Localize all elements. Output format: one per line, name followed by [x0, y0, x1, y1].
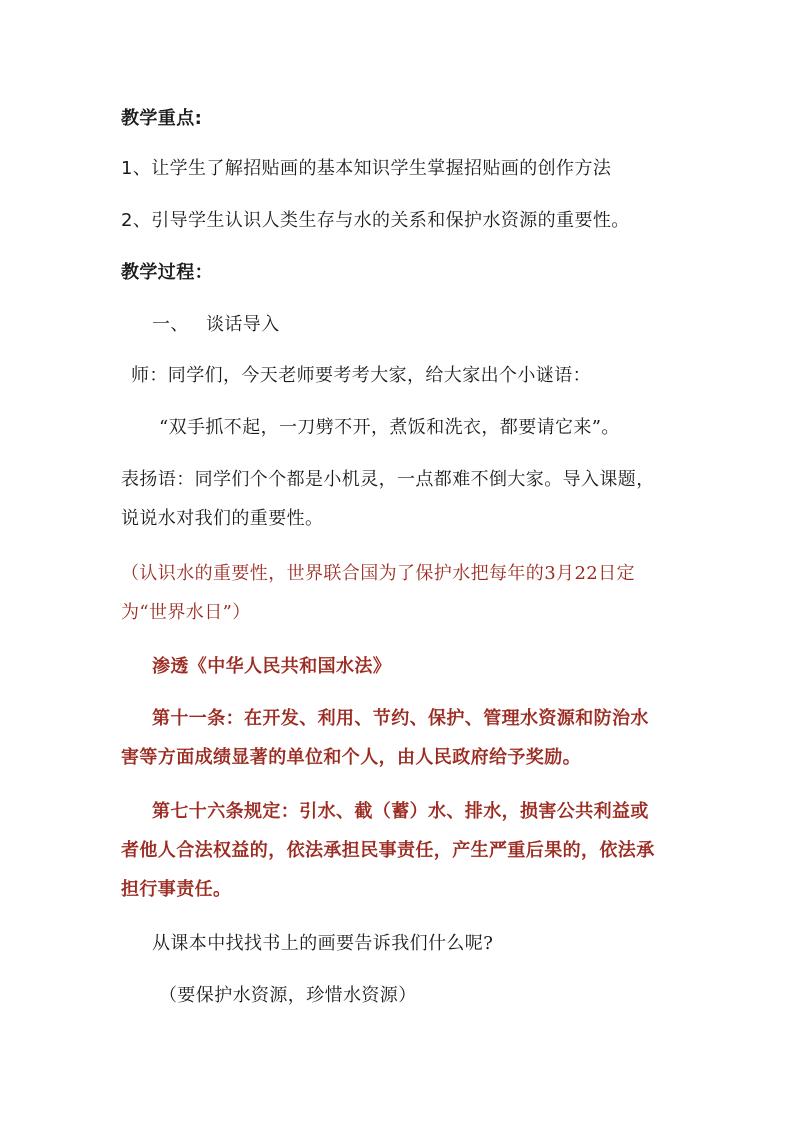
section-1-number: 一、 [152, 314, 189, 335]
praise-line-1: 表扬语：同学们个个都是小机灵，一点都难不倒大家。导入课题， [121, 469, 655, 490]
question-line: 从课本中找找书上的画要告诉我们什么呢? [152, 933, 494, 954]
key-points-heading: 教学重点: [121, 108, 203, 129]
praise-line-2: 说说水对我们的重要性。 [121, 508, 324, 529]
key-point-1: 1、让学生了解招贴画的基本知识学生掌握招贴画的创作方法 [121, 158, 612, 179]
article-11-line-1: 第十一条：在开发、利用、节约、保护、管理水资源和防治水 [152, 708, 649, 729]
answer-line: （要保护水资源，珍惜水资源） [159, 985, 417, 1006]
article-76-line-2: 者他人合法权益的，依法承担民事责任，产生严重后果的，依法承 [121, 840, 655, 861]
process-heading: 教学过程： [121, 262, 213, 283]
article-76-line-1: 第七十六条规定：引水、截（蓄）水、排水，损害公共利益或 [152, 801, 649, 822]
water-day-line-2: 为“世界水日”） [121, 602, 251, 623]
section-1-title: 谈话导入 [206, 314, 280, 335]
law-title: 渗透《中华人民共和国水法》 [152, 656, 392, 677]
riddle-line: “双手抓不起，一刀劈不开，煮饭和洗衣，都要请它来”。 [159, 417, 620, 438]
key-point-2: 2、引导学生认识人类生存与水的关系和保护水资源的重要性。 [121, 210, 630, 231]
water-day-line-1: （认识水的重要性，世界联合国为了保护水把每年的3月22日定 [121, 563, 635, 584]
teacher-line: 师：同学们，今天老师要考考大家，给大家出个小谜语： [131, 365, 591, 386]
article-11-line-2: 害等方面成绩显著的单位和个人，由人民政府给予奖励。 [121, 747, 581, 768]
article-76-line-3: 担行事责任。 [121, 879, 232, 900]
